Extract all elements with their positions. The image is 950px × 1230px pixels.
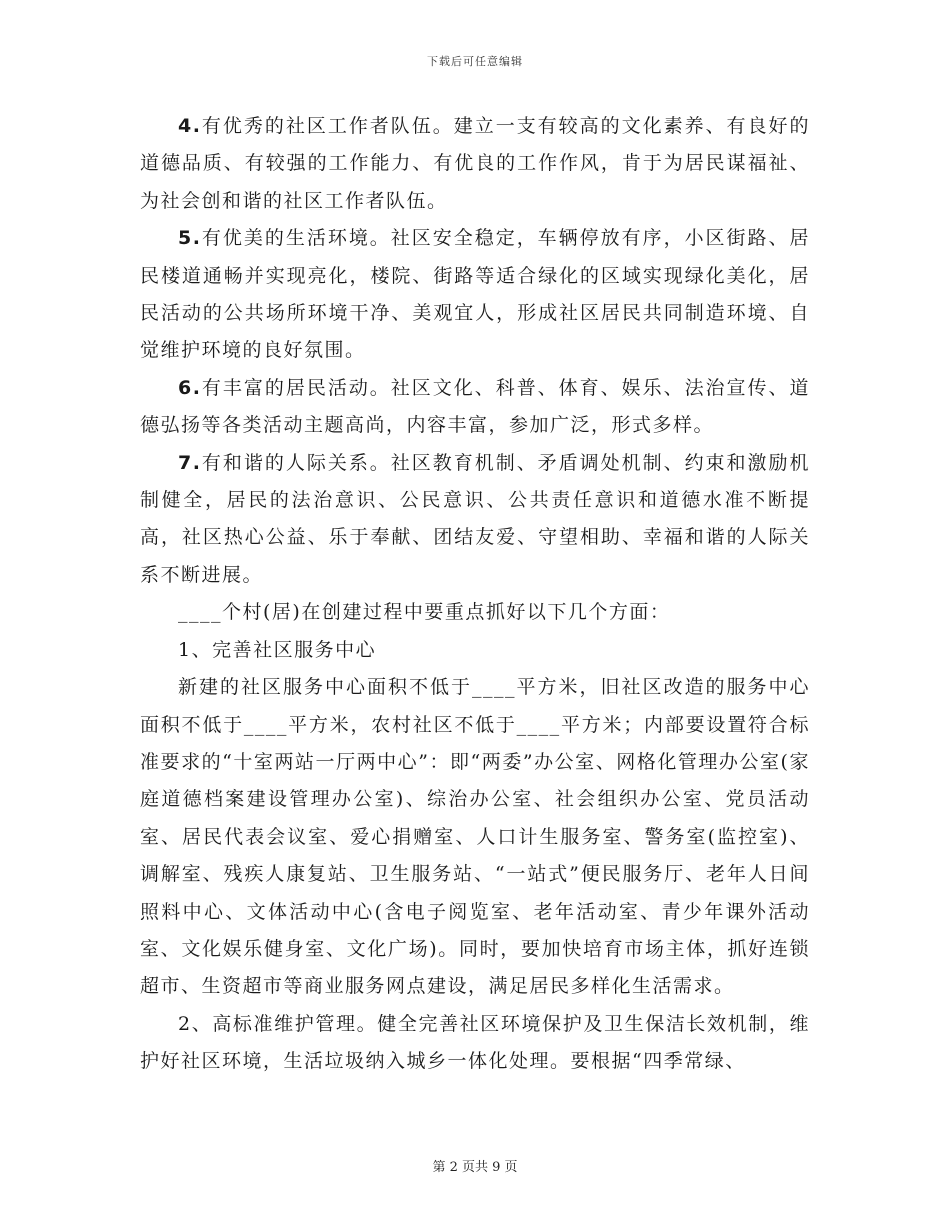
paragraph-text: 2、高标准维护管理。健全完善社区环境保护及卫生保洁长效机制，维护好社区环境，生活垃圾纳入城乡一体化处理。要根据“四季常绿、 xyxy=(140,1012,810,1073)
page-header: 下载后可任意编辑 xyxy=(427,55,523,68)
section-heading-1 xyxy=(140,632,810,669)
paragraph-text: 有丰富的居民活动。社区文化、科普、体育、娱乐、法治宣传、道德弘扬等各类活动主题高尚，内容丰富，参加广泛，形式多样。 xyxy=(140,376,810,437)
paragraph-number: 7. xyxy=(178,451,202,474)
paragraph-item-5 xyxy=(140,220,810,370)
paragraph-item-4 xyxy=(140,108,810,220)
document-body xyxy=(140,108,810,1081)
paragraph-text: 有和谐的人际关系。社区教育机制、矛盾调处机制、约束和激励机制健全，居民的法治意识、公民意识、公共责任意识和道德水准不断提高，社区热心公益、乐于奉献、团结友爱、守望相助、幸福和谐的人际关系不断进展。 xyxy=(140,451,810,586)
paragraph-number: 5. xyxy=(178,227,202,250)
paragraph-item-6 xyxy=(140,370,810,445)
paragraph-text: 有优美的生活环境。社区安全稳定，车辆停放有序，小区街路、居民楼道通畅并实现亮化，楼院、街路等适合绿化的区域实现绿化美化，居民活动的公共场所环境干净、美观宜人，形成社区居民共同制造环境、自觉维护环境的良好氛围。 xyxy=(140,227,810,362)
paragraph-section-2 xyxy=(140,1006,810,1081)
paragraph-item-7 xyxy=(140,445,810,595)
paragraph-service-center xyxy=(140,669,810,1006)
paragraph-number: 4. xyxy=(178,115,202,137)
paragraph-number: 6. xyxy=(178,376,202,399)
page-footer: 第 2 页共 9 页 xyxy=(432,1160,518,1175)
paragraph-intro xyxy=(140,594,810,631)
paragraph-text: ____个村(居)在创建过程中要重点抓好以下几个方面： xyxy=(178,601,671,624)
paragraph-text: 有优秀的社区工作者队伍。建立一支有较高的文化素养、有良好的道德品质、有较强的工作能力、有优良的工作作风，肯于为居民谋福祉、为社会创和谐的社区工作者队伍。 xyxy=(140,115,810,212)
paragraph-text: 新建的社区服务中心面积不低于____平方米，旧社区改造的服务中心面积不低于____平方米，农村社区不低于____平方米；内部要设置符合标准要求的“十室两站一厅两中心”：即“两委”办公室、网格化管理办公室(家庭道德档案建设管理办公室)、综治办公室、社会组织办公室、党员活动室、居民代表会议室、爱心捐赠室、人口计生服务室、警务室(监控室)、调解室、残疾人康复站、卫生服务站、“一站式”便民服务厅、老年人日间照料中心、文体活动中心(含电子阅览室、老年活动室、青少年课外活动室、文化娱乐健身室、文化广场)。同时，要加快培育市场主体，抓好连锁超市、生资超市等商业服务网点建设，满足居民多样化生活需求。 xyxy=(140,676,810,998)
paragraph-text: 1、完善社区服务中心 xyxy=(178,638,377,661)
